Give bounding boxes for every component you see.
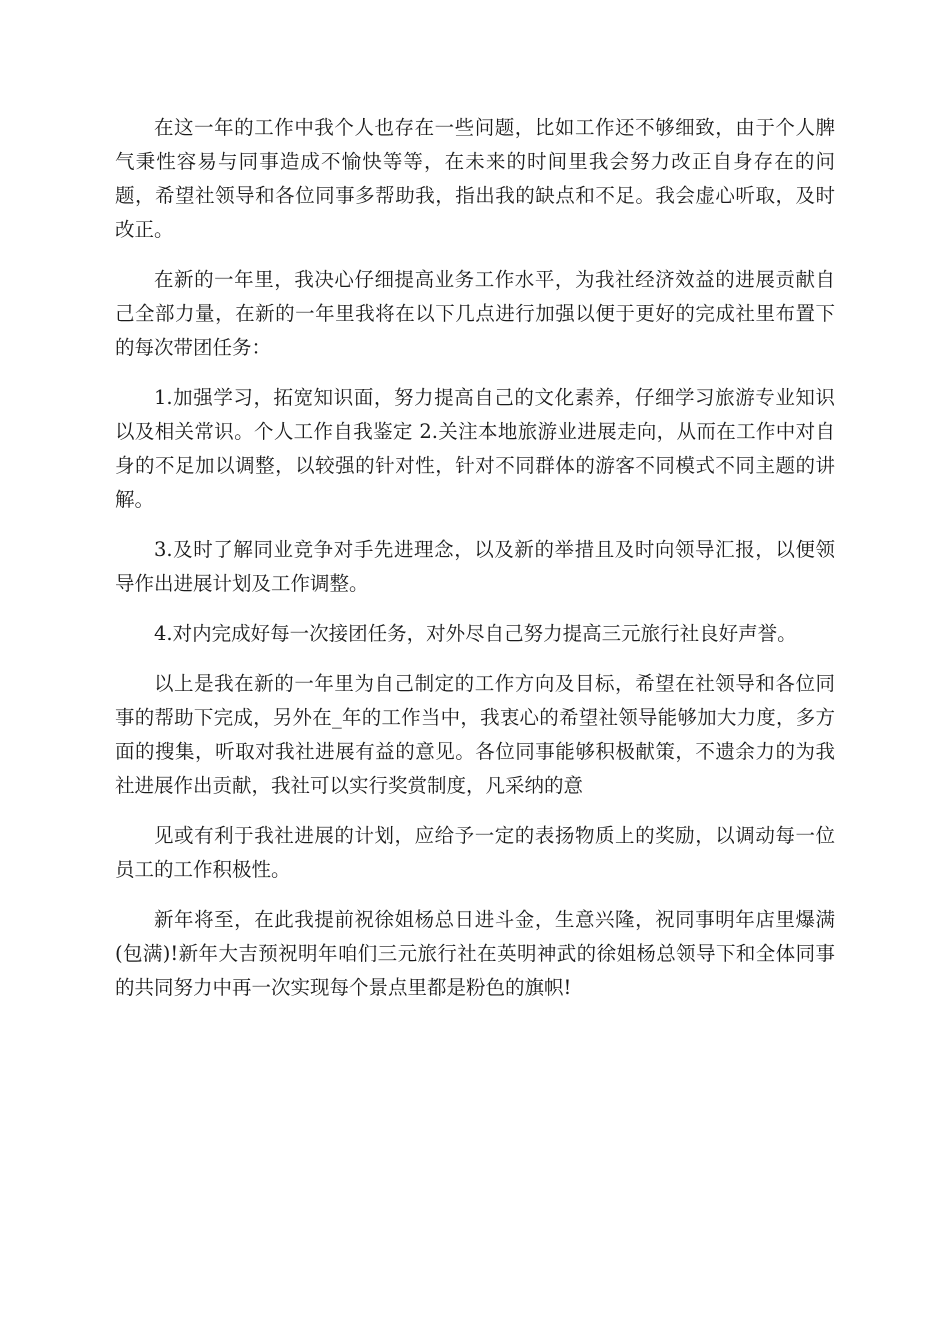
paragraph-goals: 以上是我在新的一年里为自己制定的工作方向及目标，希望在社领导和各位同事的帮助下完成，另外在_年的工作当中，我衷心的希望社领导能够加大力度，多方面的搜集，听取对我社进展有益的意见。各位同事能够积极献策，不遗余力的为我社进展作出贡献，我社可以实行奖赏制度，凡采纳的意 — [115, 672, 835, 797]
paragraph-rewards: 见或有利于我社进展的计划，应给予一定的表扬物质上的奖励，以调动每一位员工的工作积极性。 — [115, 824, 835, 881]
paragraph-item-1-2: 1.加强学习，拓宽知识面，努力提高自己的文化素养，仔细学习旅游专业知识以及相关常识。个人工作自我鉴定 2.关注本地旅游业进展走向，从而在工作中对自身的不足加以调整，以较强的针对性，针对不同群体的游客不同模式不同主题的讲解。 — [115, 386, 835, 511]
paragraph-problems: 在这一年的工作中我个人也存在一些问题，比如工作还不够细致，由于个人脾气秉性容易与同事造成不愉快等等，在未来的时间里我会努力改正自身存在的问题，希望社领导和各位同事多帮助我，指出我的缺点和不足。我会虚心听取，及时改正。 — [115, 116, 835, 241]
paragraph-new-year-wishes: 新年将至，在此我提前祝徐姐杨总日进斗金，生意兴隆，祝同事明年店里爆满(包满)!新年大吉预祝明年咱们三元旅行社在英明神武的徐姐杨总领导下和全体同事的共同努力中再一次实现每个景点里都是粉色的旗帜! — [115, 908, 835, 999]
document-body — [115, 111, 835, 1021]
paragraph-item-3: 3.及时了解同业竞争对手先进理念，以及新的举措且及时向领导汇报，以便领导作出进展计划及工作调整。 — [115, 538, 835, 595]
paragraph-new-year-plan: 在新的一年里，我决心仔细提高业务工作水平，为我社经济效益的进展贡献自己全部力量，在新的一年里我将在以下几点进行加强以便于更好的完成社里布置下的每次带团任务： — [115, 268, 835, 359]
paragraph-item-4: 4.对内完成好每一次接团任务，对外尽自己努力提高三元旅行社良好声誉。 — [154, 622, 797, 645]
